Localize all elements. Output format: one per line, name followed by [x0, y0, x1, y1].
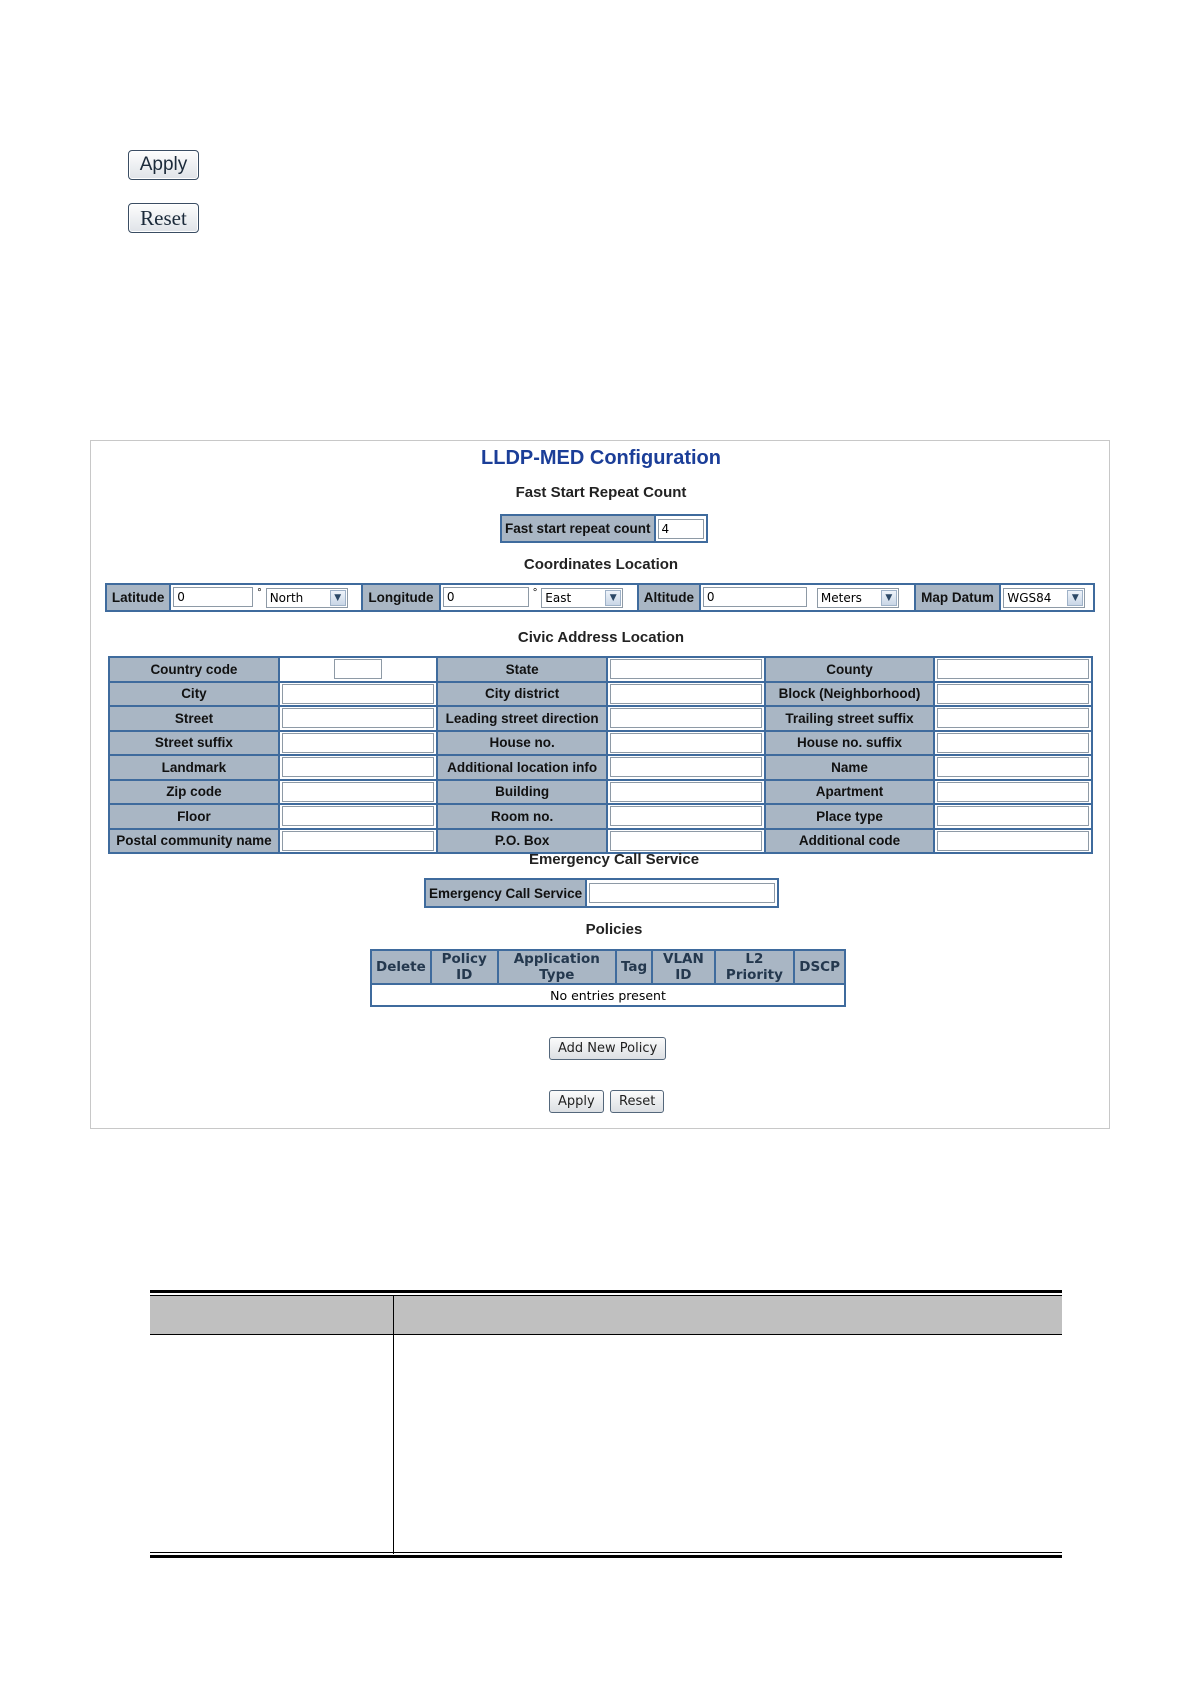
civic-field-label: State — [437, 657, 607, 682]
civic-field-cell — [934, 755, 1092, 780]
civic-field-input[interactable] — [937, 806, 1089, 826]
emergency-call-service-input[interactable] — [589, 883, 775, 903]
civic-field-cell — [607, 682, 765, 707]
civic-field-input[interactable] — [937, 708, 1089, 728]
civic-field-label: Street suffix — [109, 731, 279, 756]
civic-field-cell — [934, 804, 1092, 829]
longitude-input[interactable] — [443, 587, 529, 607]
civic-field-label: Trailing street suffix — [765, 706, 935, 731]
civic-field-cell — [607, 657, 765, 682]
civic-field-cell — [279, 731, 437, 756]
table-top-rule — [150, 1290, 1062, 1293]
reset-button-image[interactable]: Reset — [128, 203, 199, 233]
table-header-row — [150, 1296, 1062, 1335]
lldp-med-config-panel — [90, 440, 1110, 1129]
latitude-input[interactable] — [173, 587, 253, 607]
policy-column-header: Policy ID — [431, 950, 498, 984]
chevron-down-icon: ▼ — [605, 590, 621, 606]
civic-field-cell — [279, 755, 437, 780]
civic-field-cell — [934, 731, 1092, 756]
latitude-direction-value: North — [269, 590, 304, 605]
civic-field-cell — [279, 682, 437, 707]
civic-field-cell — [607, 804, 765, 829]
apply-button-image[interactable]: Apply — [128, 150, 199, 180]
coordinates-table — [105, 583, 1095, 612]
policy-column-header: Delete — [371, 950, 431, 984]
reset-button[interactable]: Reset — [610, 1090, 664, 1113]
civic-field-label: Country code — [109, 657, 279, 682]
description-table — [150, 1290, 1062, 1558]
country-code-input[interactable] — [334, 659, 382, 679]
civic-field-input[interactable] — [937, 757, 1089, 777]
civic-row — [109, 657, 1092, 682]
chevron-down-icon: ▼ — [881, 590, 897, 606]
coordinates-heading: Coordinates Location — [523, 556, 679, 573]
civic-field-cell — [607, 731, 765, 756]
fast-start-table — [500, 514, 708, 543]
table-bottom-rule — [150, 1555, 1062, 1558]
civic-field-input[interactable] — [282, 757, 434, 777]
civic-field-input[interactable] — [610, 782, 762, 802]
civic-field-cell — [607, 829, 765, 854]
civic-field-label: Postal community name — [109, 829, 279, 854]
altitude-label: Altitude — [638, 584, 700, 611]
civic-row — [109, 682, 1092, 707]
civic-field-cell — [934, 706, 1092, 731]
civic-field-cell — [279, 804, 437, 829]
latitude-direction-select[interactable] — [266, 588, 348, 608]
civic-field-input[interactable] — [282, 806, 434, 826]
civic-field-input[interactable] — [282, 782, 434, 802]
altitude-input[interactable] — [703, 587, 807, 607]
civic-field-label: Additional code — [765, 829, 935, 854]
civic-field-label: Apartment — [765, 780, 935, 805]
policy-column-header: Application Type — [498, 950, 616, 984]
civic-field-input[interactable] — [937, 831, 1089, 851]
altitude-unit-value: Meters — [820, 590, 862, 605]
civic-field-cell — [934, 682, 1092, 707]
civic-field-label: City — [109, 682, 279, 707]
civic-field-label: House no. suffix — [765, 731, 935, 756]
civic-field-cell — [279, 657, 437, 682]
civic-field-input[interactable] — [610, 831, 762, 851]
civic-address-table — [108, 656, 1093, 854]
civic-row — [109, 755, 1092, 780]
fast-start-cell — [655, 515, 707, 542]
civic-field-input[interactable] — [937, 782, 1089, 802]
civic-field-input[interactable] — [610, 733, 762, 753]
civic-field-cell — [279, 780, 437, 805]
civic-field-input[interactable] — [282, 708, 434, 728]
add-new-policy-button[interactable]: Add New Policy — [549, 1037, 666, 1060]
longitude-direction-value: East — [545, 590, 572, 605]
fast-start-repeat-count-input[interactable] — [658, 519, 704, 539]
civic-field-input[interactable] — [610, 684, 762, 704]
civic-field-label: Street — [109, 706, 279, 731]
civic-field-input[interactable] — [937, 659, 1089, 679]
civic-field-cell — [279, 706, 437, 731]
map-datum-select[interactable] — [1003, 588, 1085, 608]
panel-title: LLDP-MED Configuration — [481, 447, 721, 469]
policy-column-header: L2 Priority — [715, 950, 795, 984]
map-datum-cell — [1000, 584, 1094, 611]
table-column-divider — [393, 1296, 394, 1554]
civic-field-input[interactable] — [937, 684, 1089, 704]
ecs-table — [424, 878, 779, 908]
apply-button[interactable]: Apply — [549, 1090, 604, 1113]
longitude-label: Longitude — [362, 584, 440, 611]
civic-field-cell — [607, 780, 765, 805]
civic-field-label: City district — [437, 682, 607, 707]
civic-field-input[interactable] — [610, 659, 762, 679]
policies-table — [370, 949, 846, 1007]
policy-column-header: DSCP — [794, 950, 845, 984]
civic-field-label: House no. — [437, 731, 607, 756]
civic-field-label: Zip code — [109, 780, 279, 805]
degree-symbol: ° — [257, 587, 262, 600]
longitude-direction-select[interactable] — [541, 588, 623, 608]
civic-field-input[interactable] — [282, 831, 434, 851]
civic-field-label: Name — [765, 755, 935, 780]
civic-field-input[interactable] — [282, 684, 434, 704]
civic-field-label: Room no. — [437, 804, 607, 829]
ecs-heading: Emergency Call Service — [528, 851, 700, 868]
map-datum-label: Map Datum — [915, 584, 1001, 611]
civic-field-label: Place type — [765, 804, 935, 829]
civic-field-label: Building — [437, 780, 607, 805]
policy-column-header: Tag — [616, 950, 652, 984]
civic-field-input[interactable] — [937, 733, 1089, 753]
civic-field-cell — [934, 829, 1092, 854]
civic-field-label: Leading street direction — [437, 706, 607, 731]
civic-field-cell — [934, 657, 1092, 682]
map-datum-value: WGS84 — [1007, 590, 1052, 605]
civic-row — [109, 804, 1092, 829]
civic-field-cell — [607, 706, 765, 731]
altitude-cell — [700, 584, 915, 611]
no-entries-text: No entries present — [371, 984, 845, 1006]
civic-field-input[interactable] — [610, 806, 762, 826]
civic-heading: Civic Address Location — [517, 629, 685, 646]
civic-row — [109, 731, 1092, 756]
table-bottom-rule-thin — [150, 1552, 1062, 1553]
fast-start-label: Fast start repeat count — [501, 515, 655, 542]
latitude-cell — [170, 584, 362, 611]
civic-row — [109, 780, 1092, 805]
civic-field-cell — [934, 780, 1092, 805]
civic-field-label: Block (Neighborhood) — [765, 682, 935, 707]
civic-row — [109, 706, 1092, 731]
fast-start-heading: Fast Start Repeat Count — [515, 484, 687, 501]
civic-field-label: County — [765, 657, 935, 682]
civic-field-label: P.O. Box — [437, 829, 607, 854]
ecs-cell — [586, 879, 778, 907]
policy-column-header: VLAN ID — [652, 950, 714, 984]
latitude-label: Latitude — [106, 584, 170, 611]
civic-field-label: Floor — [109, 804, 279, 829]
civic-field-cell — [279, 829, 437, 854]
civic-row — [109, 829, 1092, 854]
degree-symbol: ° — [532, 587, 538, 600]
civic-field-input[interactable] — [610, 708, 762, 728]
civic-field-input[interactable] — [610, 757, 762, 777]
ecs-label: Emergency Call Service — [425, 879, 586, 907]
chevron-down-icon: ▼ — [330, 590, 346, 606]
civic-field-input[interactable] — [282, 733, 434, 753]
civic-field-label: Landmark — [109, 755, 279, 780]
civic-field-cell — [607, 755, 765, 780]
policies-heading: Policies — [585, 921, 643, 938]
civic-field-label: Additional location info — [437, 755, 607, 780]
chevron-down-icon: ▼ — [1067, 590, 1083, 606]
altitude-unit-select[interactable] — [817, 588, 899, 608]
longitude-cell — [440, 584, 638, 611]
